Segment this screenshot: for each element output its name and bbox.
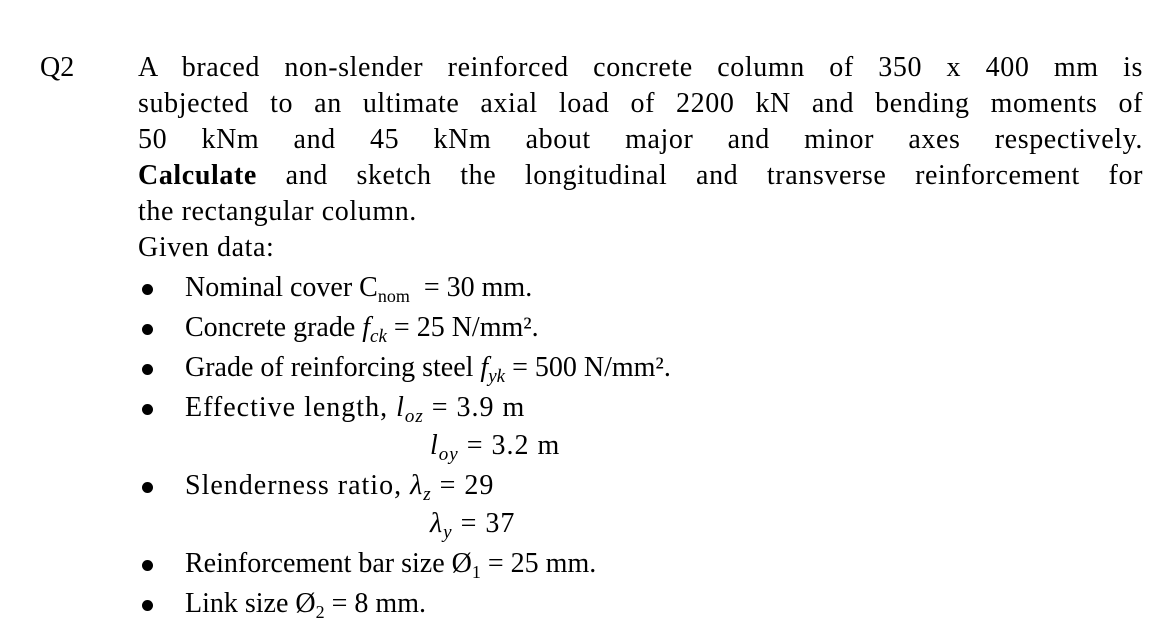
bullet-icon [142, 284, 153, 295]
calculate-keyword: Calculate [138, 160, 257, 191]
list-item [138, 468, 1038, 506]
bullet-icon [142, 404, 153, 415]
bullet-icon [142, 600, 153, 611]
link-size-text: Link size $Ø_2 = 8$ mm. [185, 588, 426, 622]
nominal-cover-text: Nominal cover $C_{nom} = 30$ mm. [185, 272, 533, 306]
question-line-4 [138, 158, 1143, 194]
slenderness-ratio-text: Slenderness ratio, $\lambda_z = 29$ [185, 470, 495, 505]
bullet-icon [142, 324, 153, 335]
given-data-list [138, 270, 1038, 626]
question-number: Q2 [40, 52, 75, 83]
question-line-4-rest: and sketch the longitudinal and transverse reinforcement for [256, 160, 1143, 191]
steel-grade-text: Grade of reinforcing steel $f_{yk} = 500$ N/mm². [185, 352, 671, 387]
bar-size-text: Reinforcement bar size $Ø_1 = 25$ mm. [185, 548, 597, 582]
question-line-3: 50 kNm and 45 kNm about major and minor axes respectively. [138, 124, 1143, 155]
slenderness-ratio-y-text: $\lambda_y = 37$ [430, 508, 516, 543]
question-line-5: the rectangular column. [138, 196, 417, 227]
bullet-icon [142, 560, 153, 571]
question-line-2: subjected to an ultimate axial load of 2200 kN and bending moments of [138, 88, 1143, 119]
question-body [138, 50, 1143, 266]
list-item [138, 350, 1038, 390]
given-data-heading: Given data: [138, 232, 275, 263]
concrete-grade-text: Concrete grade $f_{ck} = 25$ N/mm². [185, 312, 539, 347]
effective-length-y-text: $l_{oy} = 3.2$ m [430, 430, 561, 465]
list-item [138, 270, 1038, 310]
list-item [138, 390, 1038, 428]
list-item [138, 310, 1038, 350]
bullet-icon [142, 364, 153, 375]
list-item [138, 586, 1038, 626]
list-item-continuation [138, 428, 1038, 468]
list-item [138, 546, 1038, 586]
list-item-continuation [138, 506, 1038, 546]
effective-length-text: Effective length, $l_{oz} = 3.9$ m [185, 392, 526, 427]
bullet-icon [142, 482, 153, 493]
question-line-1: A braced non-slender reinforced concrete column of 350 x 400 mm is [138, 52, 1143, 83]
